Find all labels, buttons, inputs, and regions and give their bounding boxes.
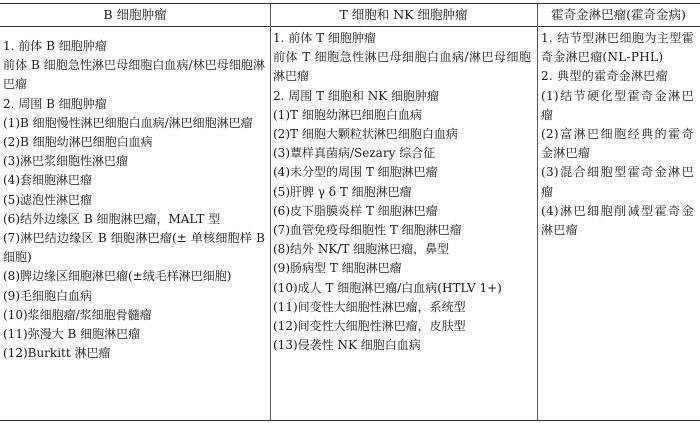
b-cell-column (3, 37, 265, 363)
list-item: (7)血管免疫母细胞性 T 细胞淋巴瘤 (273, 223, 462, 238)
list-item: 1. 前体 T 细胞肿瘤 (273, 31, 376, 45)
list-item: 前体 T 细胞急性淋巴母细胞白血病/淋巴母细胞淋巴瘤 (273, 50, 531, 84)
list-item: (3)蕈样真菌病/Sezary 综合征 (273, 146, 436, 161)
list-item: (12)Burkitt 淋巴瘤 (3, 346, 111, 361)
list-item: 1. 结节型淋巴细胞为主型霍奇金淋巴瘤(NL-PHL) (541, 31, 694, 65)
column-divider (270, 3, 271, 421)
list-item: 2. 周围 B 细胞肿瘤 (3, 96, 107, 111)
list-item: (2)富淋巴细胞经典的霍奇金淋巴瘤 (541, 127, 694, 161)
list-item: 2. 典型的霍奇金淋巴瘤 (541, 69, 668, 84)
header-hodgkin: 霍奇金淋巴瘤(霍奇金病) (551, 7, 686, 22)
list-item: (11)弥漫大 B 细胞淋巴瘤 (3, 327, 141, 342)
list-item: (5)滤泡性淋巴瘤 (3, 192, 92, 207)
list-item: (1)结节硬化型霍奇金淋巴瘤 (541, 88, 694, 122)
list-item: (3)混合细胞型霍奇金淋巴瘤 (541, 165, 694, 199)
list-item: 1. 前体 B 细胞肿瘤 (3, 39, 107, 53)
list-item: (8)脾边缘区细胞淋巴瘤(±绒毛样淋巴细胞) (3, 269, 232, 284)
list-item: (9)毛细胞白血病 (3, 288, 92, 303)
list-item: (2)T 细胞大颗粒状淋巴细胞白血病 (273, 127, 458, 142)
list-item: (2)B 细胞幼淋巴细胞白血病 (3, 135, 153, 150)
table-bottom-rule (0, 420, 700, 421)
list-item: (4)未分型的周围 T 细胞淋巴瘤 (273, 165, 438, 180)
list-item: (12)间变性大细胞性淋巴瘤，皮肤型 (273, 319, 466, 334)
list-item: (9)肠病型 T 细胞淋巴瘤 (273, 261, 402, 276)
list-item: (1)T 细胞幼淋巴细胞白血病 (273, 107, 422, 122)
header-t-nk-cell: T 细胞和 NK 细胞肿瘤 (339, 7, 468, 22)
list-item: (5)肝脾 γ δ T 细胞淋巴瘤 (273, 184, 412, 199)
list-item: (4)套细胞淋巴瘤 (3, 173, 92, 188)
header-b-cell: B 细胞肿瘤 (103, 7, 167, 22)
list-item: (11)间变性大细胞性淋巴瘤，系统型 (273, 299, 466, 314)
header-rule (0, 26, 700, 27)
list-item: (6)皮下脂膜炎样 T 细胞淋巴瘤 (273, 203, 438, 218)
list-item: (4)淋巴细胞削减型霍奇金淋巴瘤 (541, 203, 694, 238)
list-item: (8)结外 NK/T 细胞淋巴瘤，鼻型 (273, 242, 450, 257)
list-item: 2. 周围 T 细胞和 NK 细胞肿瘤 (273, 88, 439, 103)
table-top-rule (0, 3, 700, 4)
column-divider (537, 3, 538, 421)
list-item: (10)成人 T 细胞淋巴瘤/白血病(HTLV 1+) (273, 280, 502, 295)
list-item: (10)浆细胞瘤/浆细胞骨髓瘤 (3, 307, 152, 322)
list-item: (6)结外边缘区 B 细胞淋巴瘤，MALT 型 (3, 211, 221, 226)
t-nk-cell-column (273, 29, 531, 355)
list-item: (13)侵袭性 NK 细胞白血病 (273, 338, 421, 353)
list-item: (1)B 细胞慢性淋巴细胞白血病/淋巴细胞淋巴瘤 (3, 115, 253, 130)
list-item: (3)淋巴浆细胞性淋巴瘤 (3, 154, 128, 169)
hodgkin-column (541, 29, 694, 240)
list-item: 前体 B 细胞急性淋巴母细胞白血病/林巴母细胞淋巴瘤 (3, 58, 265, 92)
list-item: (7)淋巴结边缘区 B 细胞淋巴瘤(± 单核细胞样 B 细胞) (3, 231, 265, 265)
